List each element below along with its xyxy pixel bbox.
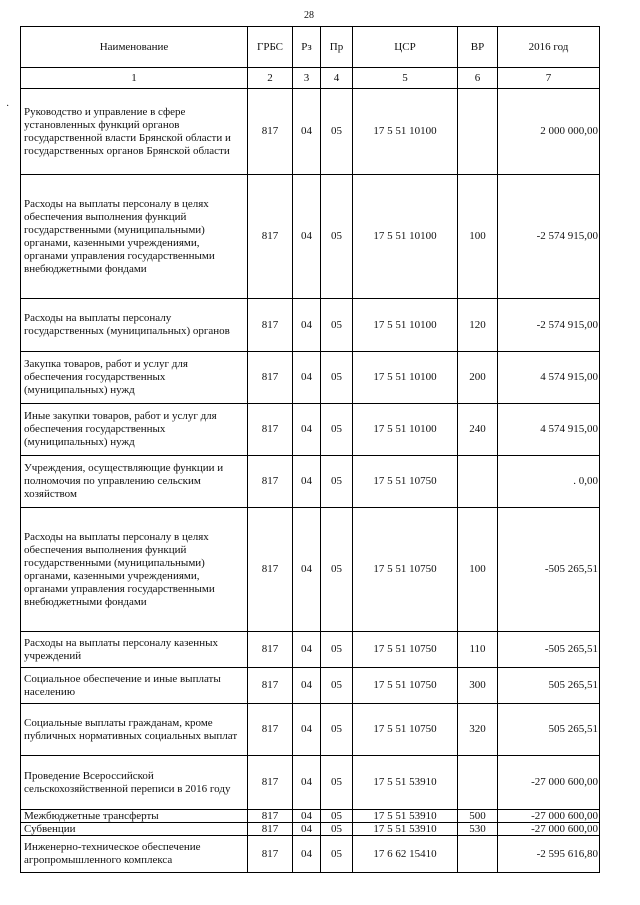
row-pr: 05 — [321, 756, 353, 810]
row-vr: 240 — [458, 404, 498, 456]
row-name: Закупка товаров, работ и услуг для обеспечения государственных (муниципальных) нужд — [21, 352, 248, 404]
column-index: 4 — [321, 68, 353, 89]
row-csr: 17 5 51 53910 — [353, 756, 458, 810]
table-body — [21, 89, 600, 873]
row-rz: 04 — [293, 89, 321, 175]
row-pr: 05 — [321, 668, 353, 704]
row-vr — [458, 89, 498, 175]
row-csr: 17 5 51 10100 — [353, 89, 458, 175]
row-grbs: 817 — [248, 836, 293, 873]
row-vr: 200 — [458, 352, 498, 404]
row-amount: . 0,00 — [498, 456, 600, 508]
row-vr — [458, 456, 498, 508]
column-index: 2 — [248, 68, 293, 89]
table-row — [21, 404, 600, 456]
row-vr: 100 — [458, 508, 498, 632]
row-name: Социальные выплаты гражданам, кроме публичных нормативных социальных выплат — [21, 704, 248, 756]
row-grbs: 817 — [248, 668, 293, 704]
column-index-row — [21, 68, 600, 89]
row-grbs: 817 — [248, 175, 293, 299]
column-index: 6 — [458, 68, 498, 89]
table-row — [21, 810, 600, 823]
row-rz: 04 — [293, 756, 321, 810]
margin-mark: · — [6, 101, 10, 112]
row-pr: 05 — [321, 175, 353, 299]
header-row — [21, 27, 600, 68]
column-header: Наименование — [21, 27, 248, 68]
row-csr: 17 5 51 10750 — [353, 632, 458, 668]
row-pr: 05 — [321, 404, 353, 456]
column-index: 3 — [293, 68, 321, 89]
row-rz: 04 — [293, 404, 321, 456]
row-grbs: 817 — [248, 632, 293, 668]
row-grbs: 817 — [248, 299, 293, 352]
table-row — [21, 175, 600, 299]
row-rz: 04 — [293, 836, 321, 873]
column-header: 2016 год — [498, 27, 600, 68]
row-amount: -2 574 915,00 — [498, 299, 600, 352]
row-amount: 505 265,51 — [498, 668, 600, 704]
row-pr: 05 — [321, 810, 353, 823]
table-row — [21, 836, 600, 873]
row-rz: 04 — [293, 456, 321, 508]
row-csr: 17 5 51 10100 — [353, 299, 458, 352]
row-vr — [458, 756, 498, 810]
row-rz: 04 — [293, 704, 321, 756]
row-csr: 17 5 51 53910 — [353, 823, 458, 836]
row-vr: 100 — [458, 175, 498, 299]
row-csr: 17 5 51 10100 — [353, 404, 458, 456]
row-vr: 300 — [458, 668, 498, 704]
row-csr: 17 5 51 10750 — [353, 668, 458, 704]
row-name: Расходы на выплаты персоналу в целях обеспечения выполнения функций государственными (муниципальными) органами, казенными учреждениями, органами управления государственными внебюджетными фондами — [21, 508, 248, 632]
row-csr: 17 5 51 53910 — [353, 810, 458, 823]
row-name: Расходы на выплаты персоналу казенных учреждений — [21, 632, 248, 668]
column-header: ВР — [458, 27, 498, 68]
row-amount: 505 265,51 — [498, 704, 600, 756]
row-vr: 530 — [458, 823, 498, 836]
table-row — [21, 456, 600, 508]
row-rz: 04 — [293, 668, 321, 704]
row-rz: 04 — [293, 175, 321, 299]
row-grbs: 817 — [248, 756, 293, 810]
column-header: Рз — [293, 27, 321, 68]
row-grbs: 817 — [248, 456, 293, 508]
row-pr: 05 — [321, 508, 353, 632]
row-name: Межбюджетные трансферты — [21, 810, 248, 823]
table-row — [21, 89, 600, 175]
row-grbs: 817 — [248, 823, 293, 836]
budget-table — [20, 26, 600, 873]
table-row — [21, 508, 600, 632]
row-pr: 05 — [321, 836, 353, 873]
row-csr: 17 6 62 15410 — [353, 836, 458, 873]
table-row — [21, 668, 600, 704]
row-grbs: 817 — [248, 810, 293, 823]
row-grbs: 817 — [248, 508, 293, 632]
row-vr — [458, 836, 498, 873]
row-name: Учреждения, осуществляющие функции и полномочия по управлению сельским хозяйством — [21, 456, 248, 508]
row-rz: 04 — [293, 352, 321, 404]
row-pr: 05 — [321, 632, 353, 668]
row-amount: -505 265,51 — [498, 632, 600, 668]
table-row — [21, 823, 600, 836]
table-row — [21, 352, 600, 404]
row-amount: -27 000 600,00 — [498, 823, 600, 836]
row-csr: 17 5 51 10750 — [353, 508, 458, 632]
row-name: Проведение Всероссийской сельскохозяйственной переписи в 2016 году — [21, 756, 248, 810]
row-amount: -2 574 915,00 — [498, 175, 600, 299]
row-name: Расходы на выплаты персоналу государственных (муниципальных) органов — [21, 299, 248, 352]
row-rz: 04 — [293, 632, 321, 668]
column-header: ГРБС — [248, 27, 293, 68]
row-pr: 05 — [321, 299, 353, 352]
column-header: ЦСР — [353, 27, 458, 68]
row-vr: 500 — [458, 810, 498, 823]
row-grbs: 817 — [248, 704, 293, 756]
table-row — [21, 632, 600, 668]
row-csr: 17 5 51 10750 — [353, 456, 458, 508]
row-pr: 05 — [321, 352, 353, 404]
row-grbs: 817 — [248, 404, 293, 456]
row-vr: 110 — [458, 632, 498, 668]
row-rz: 04 — [293, 810, 321, 823]
row-amount: -505 265,51 — [498, 508, 600, 632]
row-pr: 05 — [321, 456, 353, 508]
row-pr: 05 — [321, 704, 353, 756]
row-amount: -2 595 616,80 — [498, 836, 600, 873]
table-row — [21, 756, 600, 810]
row-pr: 05 — [321, 89, 353, 175]
row-name: Социальное обеспечение и иные выплаты населению — [21, 668, 248, 704]
row-pr: 05 — [321, 823, 353, 836]
row-name: Иные закупки товаров, работ и услуг для обеспечения государственных (муниципальных) нужд — [21, 404, 248, 456]
row-name: Инженерно-техническое обеспечение агропромышленного комплекса — [21, 836, 248, 873]
column-index: 7 — [498, 68, 600, 89]
row-name: Субвенции — [21, 823, 248, 836]
row-rz: 04 — [293, 299, 321, 352]
row-grbs: 817 — [248, 352, 293, 404]
row-grbs: 817 — [248, 89, 293, 175]
row-vr: 320 — [458, 704, 498, 756]
row-csr: 17 5 51 10100 — [353, 352, 458, 404]
column-index: 5 — [353, 68, 458, 89]
table-row — [21, 704, 600, 756]
row-amount: 4 574 915,00 — [498, 404, 600, 456]
row-rz: 04 — [293, 508, 321, 632]
row-amount: -27 000 600,00 — [498, 756, 600, 810]
row-amount: 2 000 000,00 — [498, 89, 600, 175]
table-row — [21, 299, 600, 352]
row-name: Расходы на выплаты персоналу в целях обеспечения выполнения функций государственными (муниципальными) органами, казенными учреждениями, органами управления государственными внебюджетными фондами — [21, 175, 248, 299]
column-header: Пр — [321, 27, 353, 68]
row-csr: 17 5 51 10750 — [353, 704, 458, 756]
row-name: Руководство и управление в сфере установленных функций органов государственной власти Брянской области и государственных органов Брянской области — [21, 89, 248, 175]
row-rz: 04 — [293, 823, 321, 836]
row-amount: -27 000 600,00 — [498, 810, 600, 823]
page-number: 28 — [304, 10, 314, 21]
row-amount: 4 574 915,00 — [498, 352, 600, 404]
row-csr: 17 5 51 10100 — [353, 175, 458, 299]
column-index: 1 — [21, 68, 248, 89]
row-vr: 120 — [458, 299, 498, 352]
